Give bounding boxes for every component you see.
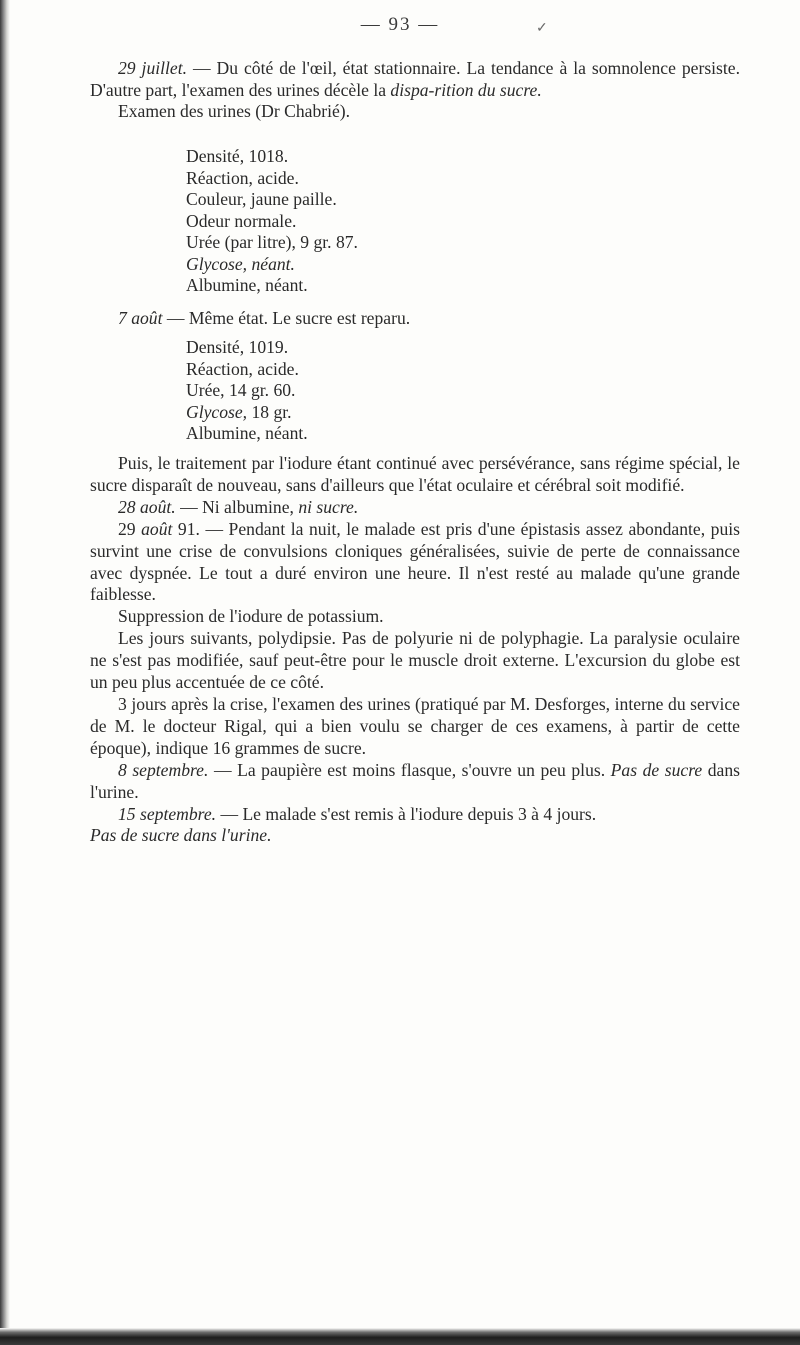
page-binding-shadow — [0, 0, 10, 1345]
paragraph-aug-29 — [90, 519, 740, 607]
july-29-text: — Du côté de l'œil, état stationnaire. La tendance à la somnolence persiste. D'autre part, l'examen des urines décèle la — [90, 58, 740, 100]
sep-8-text: — La paupière est moins flasque, s'ouvre un peu plus. — [208, 759, 611, 780]
result-line: Densité, 1019. — [186, 337, 289, 357]
date-sep-15: 15 septembre. — [118, 803, 217, 824]
result-line: Glycose, néant. — [186, 253, 295, 274]
aug-29-text: 91. — Pendant la nuit, le malade est pris d'une épistasis assez abondante, puis survint une crise de convulsions cloniques généralisées, suivie de perte de connaissance avec dyspnée. Le tout a duré environ une heure. Il n'est resté au malade qu'une grande faiblesse. — [90, 518, 740, 605]
sep-15-text: — Le malade s'est remis à l'iodure depuis 3 à 4 jours. — [216, 803, 597, 824]
results-aug-7 — [186, 337, 706, 445]
result-line — [186, 402, 706, 424]
aug-28-emphasis: ni sucre. — [298, 496, 359, 517]
result-line: Couleur, jaune paille. — [186, 189, 337, 209]
result-line: Albumine, néant. — [186, 275, 308, 295]
paragraph-treatment: Puis, le traitement par l'iodure étant continué avec persévérance, sans régime spécial, le sucre disparaît de nouveau, sans d'ailleurs que l'état oculaire et cérébral soit modifié. — [90, 453, 740, 495]
sep-8-tail: dans l'urine. — [90, 759, 740, 802]
results-july-29 — [186, 146, 706, 297]
date-aug-28: 28 août. — [118, 496, 176, 517]
aug-28-text: — Ni albumine, — [175, 496, 299, 517]
paragraph-sep-15 — [90, 804, 740, 826]
narrative — [90, 453, 740, 847]
entry-aug-7 — [90, 308, 740, 330]
paragraph-sep-8 — [90, 760, 740, 804]
scan-bottom-edge — [0, 1328, 800, 1345]
paragraph-aug-7 — [90, 308, 740, 330]
date-aug-7: 7 août — [118, 308, 163, 328]
paragraph-three-days: 3 jours après la crise, l'examen des urines (pratiqué par M. Desforges, interne du service de M. le docteur Rigal, qui a bien voulu se charger de ces examens, à partir de cette époque), indique 16 grammes de sucre. — [90, 693, 740, 758]
result-line: Urée, 14 gr. 60. — [186, 380, 296, 400]
date-july-29: 29 juillet. — [118, 58, 187, 78]
sep-15-emphasis: Pas de sucre dans l'urine. — [90, 825, 272, 846]
paragraph-aug-28 — [90, 497, 740, 519]
result-line: Densité, 1018. — [186, 146, 289, 166]
pencil-mark: ✓ — [536, 21, 548, 36]
paragraph-following-days: Les jours suivants, polydipsie. Pas de polyurie ni de polyphagie. La paralysie oculaire ne s'est pas modifiée, sauf peut-être pour le muscle droit externe. L'excursion du globe est un peu plus accentuée de ce côté. — [90, 628, 740, 693]
page-number: — 93 — — [360, 14, 440, 35]
result-line: Réaction, acide. — [186, 358, 299, 379]
july-29-emphasis: dispa-rition du sucre. — [390, 79, 542, 100]
entry-july-29 — [90, 58, 740, 123]
result-line: Urée (par litre), 9 gr. 87. — [186, 232, 358, 252]
result-line: Albumine, néant. — [186, 423, 308, 443]
date-aug-29-month: août — [141, 518, 173, 539]
urine-exam-heading: Examen des urines (Dr Chabrié). — [118, 101, 351, 122]
paragraph-july-29 — [90, 58, 740, 101]
glycose-value: 18 gr. — [247, 401, 292, 422]
glycose-label: Glycose, — [186, 401, 248, 422]
sep-8-emphasis: Pas de sucre — [610, 759, 703, 780]
date-sep-8: 8 septembre. — [118, 759, 209, 780]
result-line: Odeur normale. — [186, 210, 297, 231]
paragraph-suppression: Suppression de l'iodure de potassium. — [118, 606, 384, 627]
result-line: Réaction, acide. — [186, 167, 299, 188]
aug-7-text: — Même état. Le sucre est reparu. — [162, 308, 411, 328]
date-aug-29-num: 29 — [118, 518, 142, 539]
